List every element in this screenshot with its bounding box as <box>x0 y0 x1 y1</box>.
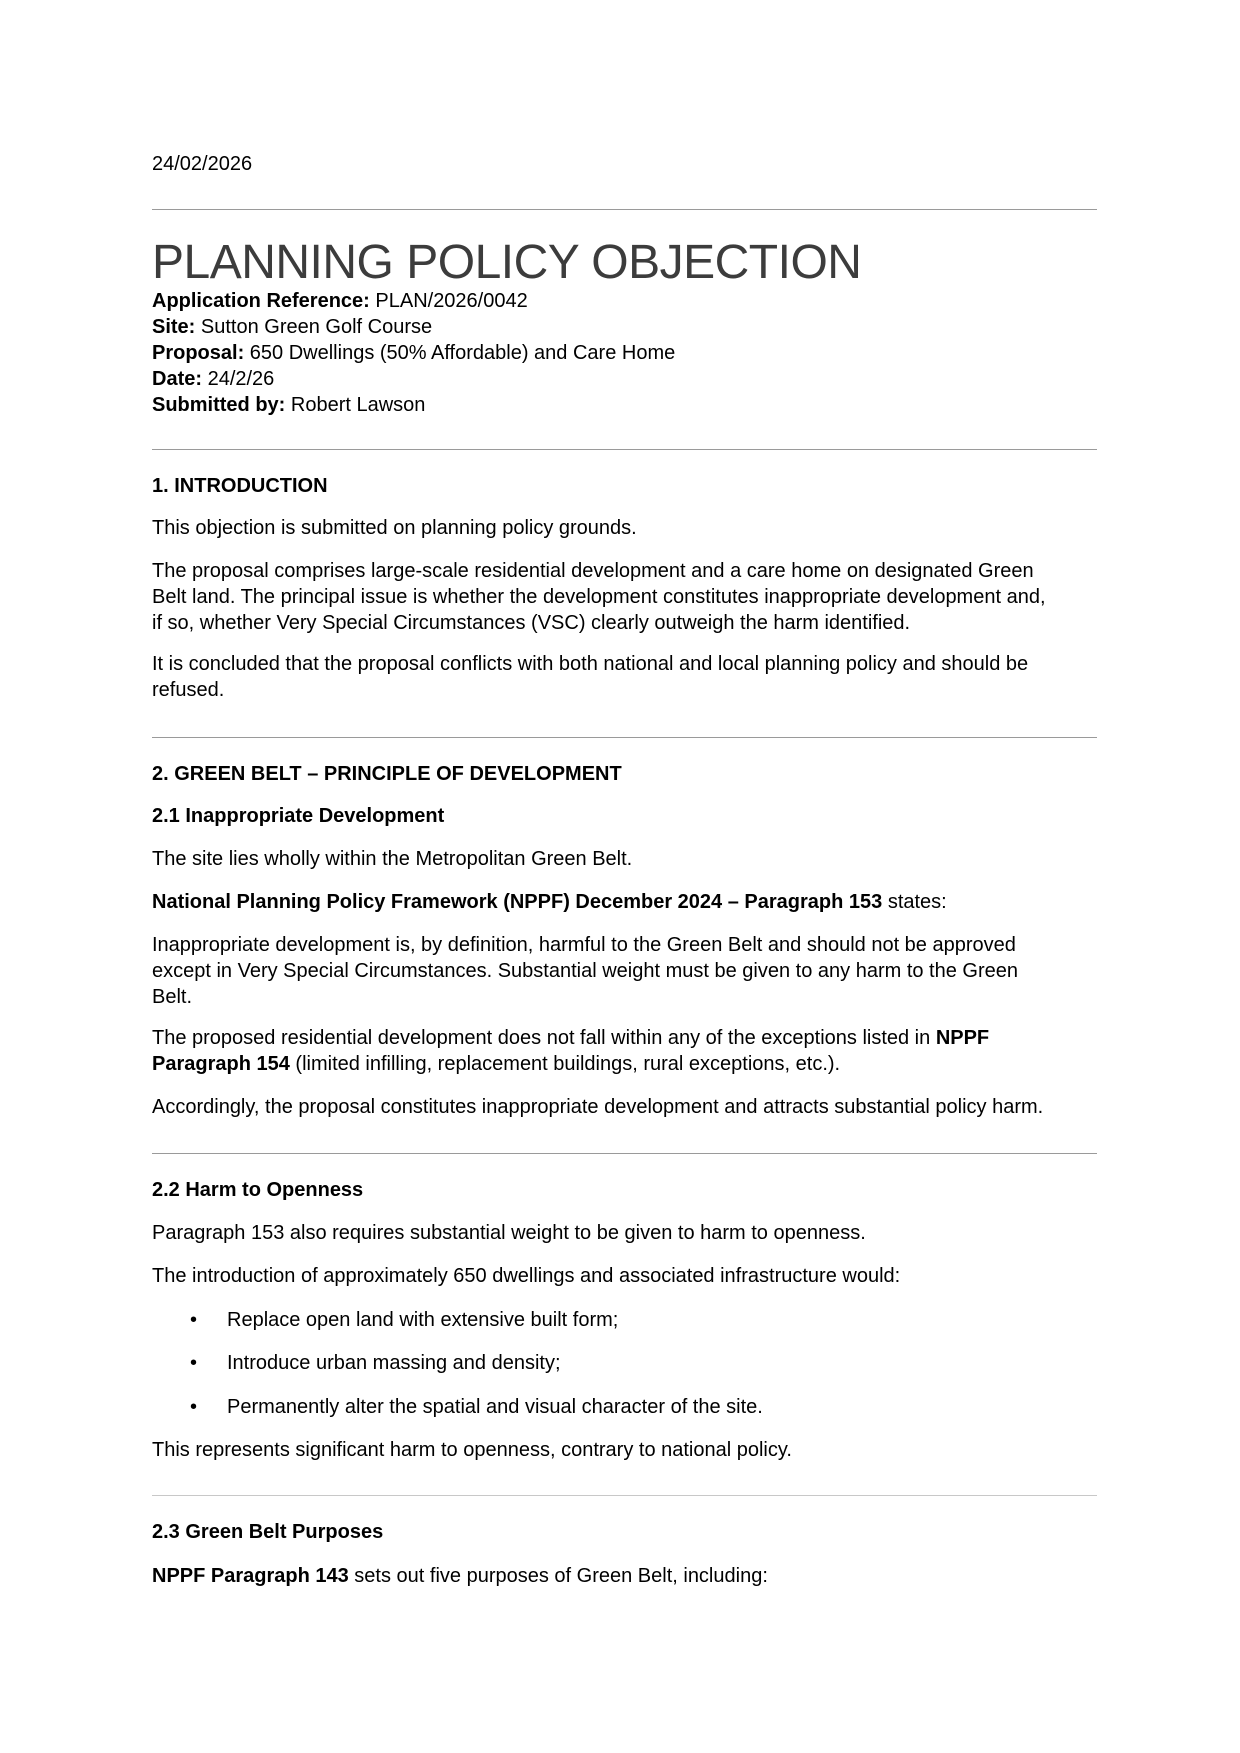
page-title: PLANNING POLICY OBJECTION <box>152 236 862 289</box>
document-date: 24/02/2026 <box>152 153 253 175</box>
subsection-heading: 2.3 Green Belt Purposes <box>152 1521 384 1543</box>
bullet-icon: • <box>190 1309 198 1331</box>
paragraph: The proposal comprises large-scale residential development and a care home on designated Green Belt land. The principal issue is whether the development constitutes inappropriate development and, if so, whether Very Special Circumstances (VSC) clearly outweigh the harm identified. <box>152 560 1046 634</box>
list-item: • Introduce urban massing and density; <box>190 1352 561 1374</box>
meta-proposal: Proposal: 650 Dwellings (50% Affordable) and Care Home <box>152 342 676 364</box>
subsection-heading: 2.1 Inappropriate Development <box>152 805 445 827</box>
meta-site: Site: Sutton Green Golf Course <box>152 316 433 338</box>
paragraph: NPPF Paragraph 143 sets out five purposes of Green Belt, including: <box>152 1565 768 1587</box>
bullet-icon: • <box>190 1352 198 1374</box>
divider <box>152 737 1097 738</box>
list-item: • Replace open land with extensive built form; <box>190 1309 619 1331</box>
paragraph: This represents significant harm to openness, contrary to national policy. <box>152 1439 792 1461</box>
bullet-list <box>152 1307 1097 1333</box>
meta-submitted-by: Submitted by: Robert Lawson <box>152 394 426 416</box>
bullet-icon: • <box>190 1396 198 1418</box>
paragraph: Accordingly, the proposal constitutes inappropriate development and attracts substantial policy harm. <box>152 1096 1044 1118</box>
divider <box>152 209 1097 210</box>
section-heading-introduction: 1. INTRODUCTION <box>152 475 328 497</box>
list-item: • Permanently alter the spatial and visual character of the site. <box>190 1396 763 1418</box>
paragraph: National Planning Policy Framework (NPPF) December 2024 – Paragraph 153 states: <box>152 891 947 913</box>
paragraph: The introduction of approximately 650 dwellings and associated infrastructure would: <box>152 1265 901 1287</box>
bullet-list <box>152 1394 1097 1420</box>
subsection-heading: 2.2 Harm to Openness <box>152 1179 364 1201</box>
divider <box>152 1495 1097 1496</box>
bullet-list <box>152 1350 1097 1376</box>
paragraph: The proposed residential development does not fall within any of the exceptions listed in NPPF Paragraph 154 (limited infilling, replacement buildings, rural exceptions, etc.). <box>152 1027 990 1075</box>
paragraph: Paragraph 153 also requires substantial weight to be given to harm to openness. <box>152 1222 866 1244</box>
paragraph: It is concluded that the proposal conflicts with both national and local planning policy and should be refused. <box>152 653 1029 701</box>
paragraph: This objection is submitted on planning policy grounds. <box>152 517 637 539</box>
paragraph: Inappropriate development is, by definition, harmful to the Green Belt and should not be approved except in Very Special Circumstances. Substantial weight must be given to any harm to the Green Belt. <box>152 934 1018 1008</box>
paragraph: The site lies wholly within the Metropolitan Green Belt. <box>152 848 633 870</box>
divider <box>152 1153 1097 1154</box>
meta-date: Date: 24/2/26 <box>152 368 275 390</box>
application-details <box>152 288 675 418</box>
section-heading-green-belt: 2. GREEN BELT – PRINCIPLE OF DEVELOPMENT <box>152 763 622 785</box>
divider <box>152 449 1097 450</box>
meta-application-reference: Application Reference: PLAN/2026/0042 <box>152 290 528 312</box>
